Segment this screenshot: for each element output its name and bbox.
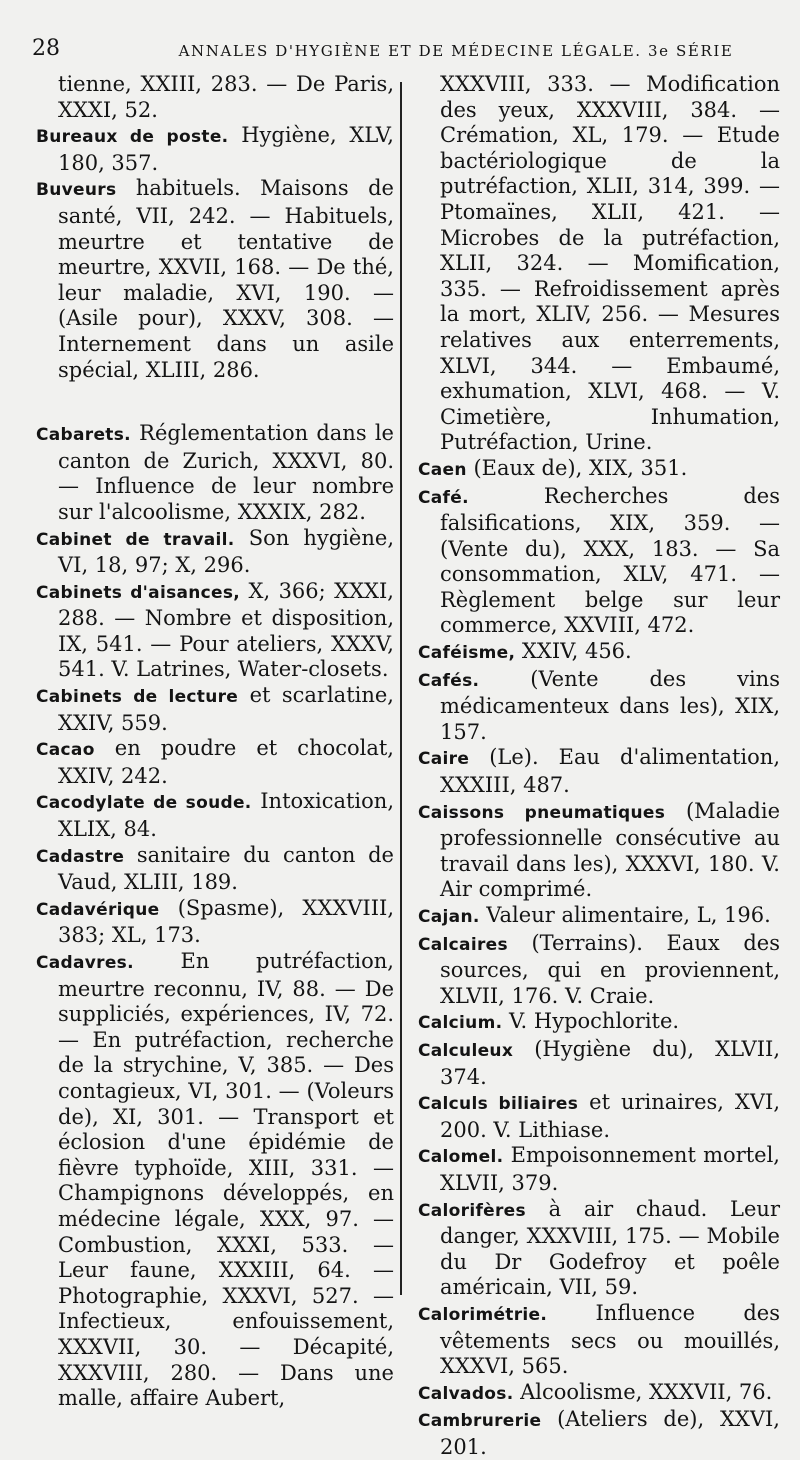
entry-heading: Bureaux de poste. — [36, 127, 229, 148]
index-entry — [418, 1407, 780, 1460]
entry-heading: Cadavérique — [36, 899, 160, 920]
entry-text: (Hygiène du), XLVII, 374. — [440, 1036, 780, 1089]
entry-text: (Le). Eau d'alimentation, XXXIII, 487. — [440, 745, 780, 798]
entry-text: (Eaux de), XIX, 351. — [473, 455, 688, 480]
entry-heading: Cambrurerie — [418, 1411, 542, 1432]
entry-text: Alcoolisme, XXXVII, 76. — [520, 1379, 773, 1404]
index-entry — [36, 736, 394, 789]
entry-text: Valeur alimentaire, L, 196. — [486, 903, 771, 927]
entry-text: Empoisonnement mortel, XLVII, 379. — [440, 1143, 780, 1195]
index-entry — [36, 176, 394, 383]
entry-heading: Cabinets d'aisances, — [36, 582, 241, 603]
index-entry — [36, 843, 394, 896]
entry-heading: Cadastre — [36, 846, 125, 867]
entry-text: En putréfaction, meurtre reconnu, IV, 88. — De suppliciés, expériences, IV, 72. — En putréfaction, recherche de la strychine, V, 385. — Des contagieux, VI, 301. — (Voleurs de), XI, 301. — Transport et éclosion d'une épidémie de fièvre typhoïde, XIII, 331. — Champignons développés, en médecine légale, XXX, 97. — Combustion, XXXI, 533. — Leur faune, XXXIII, 64. — Photographie, XXXVI, 527. — Infectieux, enfouissement, XXXVII, 30. — Décapité, XXXVIII, 280. — Dans une malle, affaire Aubert, — [58, 949, 394, 1411]
entry-text: et scarlatine, XXIV, 559. — [58, 683, 394, 735]
entry-text: sanitaire du canton de Vaud, XLIII, 189. — [58, 842, 394, 895]
entry-heading: Calculeux — [418, 1040, 514, 1061]
entry-heading: Caféisme, — [418, 643, 516, 664]
index-entry — [418, 1009, 780, 1037]
index-entry — [418, 903, 780, 931]
entry-text: X, 366; XXXI, 288. — Nombre et disposition, IX, 541. — Pour ateliers, XXXV, 541. V. Latrines, Water-closets. — [58, 578, 394, 682]
page-number: 28 — [32, 36, 60, 61]
index-entry — [418, 799, 780, 903]
index-entry — [418, 639, 780, 667]
index-entry — [418, 1380, 780, 1408]
letter-gap — [36, 383, 394, 421]
entry-text: Hygiène, XLV, 180, 357. — [58, 123, 394, 175]
entry-text: (Terrains). Eaux des sources, qui en proviennent, XLVII, 176. V. Craie. — [440, 930, 780, 1008]
entry-heading: Calculs biliaires — [418, 1094, 579, 1115]
entry-text: Intoxication, XLIX, 84. — [58, 789, 394, 842]
index-entry — [418, 484, 780, 640]
index-entry — [36, 579, 394, 683]
page-header — [32, 36, 770, 66]
entry-text: Réglementation dans le canton de Zurich, XXXVI, 80. — Influence de leur nombre sur l'alcoolisme, XXXIX, 282. — [58, 421, 394, 524]
index-entry — [36, 789, 394, 842]
entry-heading: Calcium. — [418, 1013, 503, 1034]
index-entry — [418, 72, 780, 456]
entry-heading: Cajan. — [418, 907, 480, 927]
entry-heading: Café. — [418, 487, 469, 508]
index-entry — [418, 1037, 780, 1090]
entry-text: (Maladie professionnelle consécutive au travail dans les), XXXVI, 180. V. Air comprimé. — [440, 798, 780, 902]
index-entry — [36, 72, 394, 123]
entry-heading: Cadavres. — [36, 953, 134, 973]
right-column — [418, 72, 780, 1460]
entry-text: (Ateliers de), XXVI, 201. — [440, 1407, 780, 1459]
entry-heading: Caen — [418, 459, 467, 480]
running-title: ANNALES D'HYGIÈNE ET DE MÉDECINE LÉGALE. 3e SÉRIE — [178, 42, 734, 60]
index-entry — [418, 931, 780, 1010]
entry-text: Recherches des falsifications, XIX, 359. — (Vente du), XXX, 183. — Sa consommation, XLV, 471. — Règlement belge sur leur commerce, XXVIII, 472. — [440, 483, 780, 638]
entry-text: XXXVIII, 333. — Modification des yeux, XXXVIII, 384. — Crémation, XL, 179. — Etude bactériologique de la putréfaction, XLII, 314, 399. — Ptomaïnes, XLII, 421. — Microbes de la putréfaction, XLII, 324. — Momification, 335. — Refroidissement après la mort, XLIV, 256. — Mesures relatives aux enterrements, XLVI, 344. — Embaumé, exhumation, XLVI, 468. — V. Cimetière, Inhumation, Putréfaction, Urine. — [440, 72, 780, 455]
entry-heading: Caissons pneumatiques — [418, 802, 666, 823]
index-entry — [36, 123, 394, 176]
entry-text: en poudre et chocolat, XXIV, 242. — [58, 736, 394, 788]
entry-heading: Calorifères — [418, 1200, 526, 1221]
entry-heading: Calvados. — [418, 1383, 514, 1404]
entry-heading: Calomel. — [418, 1147, 504, 1168]
entry-heading: Calcaires — [418, 934, 508, 955]
index-entry — [36, 949, 394, 1412]
entry-heading: Buveurs — [36, 180, 117, 201]
column-divider — [400, 82, 402, 1295]
index-entry — [36, 421, 394, 525]
index-entry — [418, 745, 780, 798]
entry-text: (Vente des vins médicamenteux dans les), XIX, 157. — [440, 666, 780, 744]
index-entry — [418, 1197, 780, 1301]
entry-heading: Cacodylate de soude. — [36, 793, 252, 814]
index-entry — [36, 896, 394, 949]
entry-heading: Caire — [418, 749, 470, 770]
index-entry — [36, 526, 394, 579]
entry-text: Son hygiène, VI, 18, 97; X, 296. — [58, 525, 394, 578]
entry-heading: Cabinet de travail. — [36, 529, 235, 550]
index-entry — [36, 683, 394, 736]
index-entry — [418, 1143, 780, 1196]
entry-heading: Cabinets de lecture — [36, 687, 239, 708]
entry-text: habituels. Maisons de santé, VII, 242. — Habituels, meurtre et tentative de meurtre, XXVII, 168. — De thé, leur maladie, XVI, 190. — (Asile pour), XXXV, 308. — Internement dans un asile spécial, XLIII, 286. — [58, 176, 394, 382]
entry-heading: Cacao — [36, 740, 95, 761]
entry-heading: Cafés. — [418, 670, 480, 691]
entry-text: XXIV, 456. — [521, 639, 632, 664]
entry-heading: Calorimétrie. — [418, 1304, 548, 1325]
index-entry — [418, 667, 780, 746]
entry-text: Influence des vêtements secs ou mouillés, XXXVI, 565. — [440, 1300, 780, 1379]
left-column — [36, 72, 394, 1412]
entry-text: et urinaires, XVI, 200. V. Lithiase. — [440, 1090, 780, 1142]
entry-text: à air chaud. Leur danger, XXXVIII, 175. — Mobile du Dr Godefroy et poêle américain, VII, 59. — [440, 1196, 780, 1300]
entry-text: tienne, XXIII, 283. — De Paris, XXXI, 52. — [58, 72, 394, 122]
index-entry — [418, 456, 780, 484]
entry-heading: Cabarets. — [36, 425, 131, 446]
entry-text: V. Hypochlorite. — [509, 1009, 680, 1034]
index-entry — [418, 1090, 780, 1143]
entry-text: (Spasme), XXXVIII, 383; XL, 173. — [58, 895, 394, 948]
index-entry — [418, 1301, 780, 1380]
